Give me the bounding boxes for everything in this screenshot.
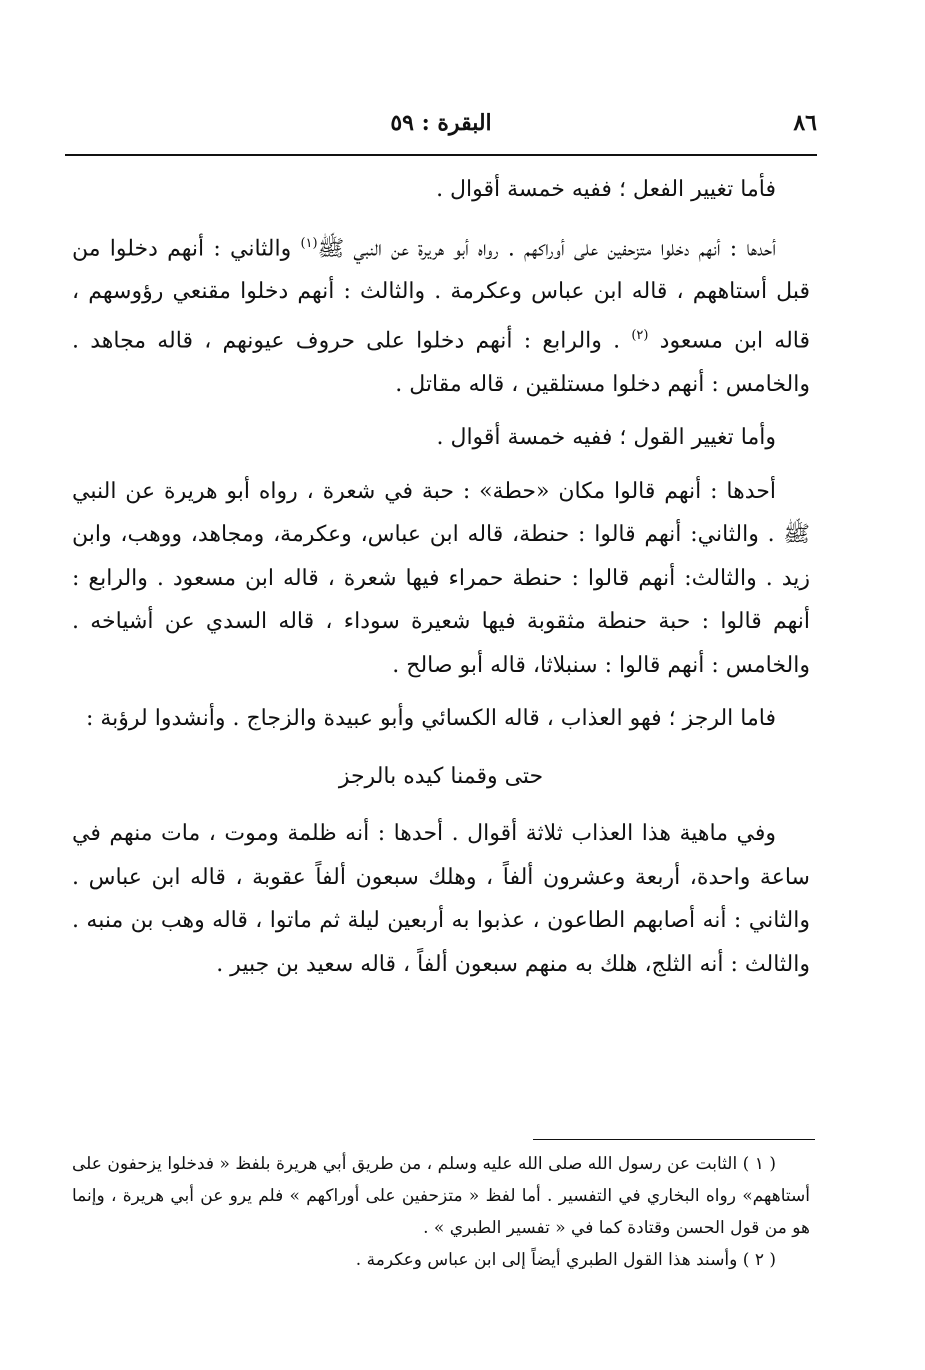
running-head: البقرة : ٥٩ [390, 110, 492, 136]
footnote-ref-2: (٢) [631, 327, 649, 343]
paragraph-speech-change: وأما تغيير القول ؛ ففيه خمسة أقوال . [436, 425, 776, 451]
paragraph-action-change: فأما تغيير الفعل ؛ ففيه خمسة أقوال . [436, 177, 776, 202]
footnote-rule [533, 1139, 815, 1140]
footnote-2: ( ٢ ) وأسند هذا القول الطبري أيضاً إلى ابن عباس وعكرمة . [355, 1250, 776, 1270]
footnote-1: ( ١ ) الثابت عن رسول الله صلى الله عليه وسلم ، من طريق أبي هريرة بلفظ « فدخلوا يزحفون على أستاههم» رواه البخاري في التفسير . أما لفظ « متزحفين على أوراكهم » فلم يرو عن أبي هريرة ، وإنما هو من قول الحسن وقتادة كما في « تفسير الطبري » . [72, 1154, 810, 1238]
header-rule [65, 154, 817, 156]
paragraph-text: . والرابع : أنهم دخلوا على حروف عيونهم ، قاله مجاهد . والخامس : أنهم دخلوا مستلقين ، قاله مقاتل . [72, 328, 810, 397]
footnote-ref-1: (١) [300, 235, 318, 251]
paragraph-text: والثاني : أنهم دخلوا من قبل أستاههم ، قاله ابن عباس وعكرمة . والثالث : أنهم دخلوا مقنعي رؤوسهم ، قاله ابن مسعود [72, 235, 810, 354]
paragraph-punishment: وفي ماهية هذا العذاب ثلاثة أقوال . أحدها : أنه ظلمة وموت ، مات منهم في ساعة واحدة، أربعة وعشرون ألفاً ، وهلك سبعون ألفاً عقوبة ، قاله ابن عباس . والثاني : أنه أصابهم الطاعون ، عذبوا به أربعين ليلة ثم ماتوا ، قاله وهب بن منبه . والثالث : أنه الثلج، هلك به منهم سبعون ألفاً ، قاله سعيد بن جبير . [72, 821, 810, 977]
main-text [72, 168, 810, 996]
page-number: ٨٦ [793, 110, 817, 136]
poetry-verse: حتى وقمنا كيده بالرجز [338, 763, 544, 789]
page-header [65, 110, 817, 146]
paragraph-action-opinions [72, 222, 810, 407]
paragraph-rijz: فاما الرجز ؛ فهو العذاب ، قاله الكسائي وأبو عبيدة والزجاج . وأنشدوا لرؤبة : [85, 706, 776, 732]
footnotes [72, 1148, 810, 1276]
paragraph-speech-opinions: أحدها : أنهم قالوا مكان «حطة» : حبة في شعرة ، رواه أبو هريرة عن النبي ﷺ . والثاني: أنهم قالوا : حنطة، قاله ابن عباس، وعكرمة، ومجاهد، ووهب، وابن زيد . والثالث: أنهم قالوا : حنطة حمراء فيها شعرة ، قاله ابن مسعود . والرابع : أنهم قالوا : حبة حنطة مثقوبة فيها شعيرة سوداء ، قاله السدي عن أشياخه . والخامس : أنهم قالوا : سنبلاثا، قاله أبو صالح . [72, 478, 810, 678]
paragraph-text: أحدها : أنهم دخلوا متزحفين على أوراكهم . رواه أبو هريرة عن النبي ﷺ [317, 235, 777, 261]
